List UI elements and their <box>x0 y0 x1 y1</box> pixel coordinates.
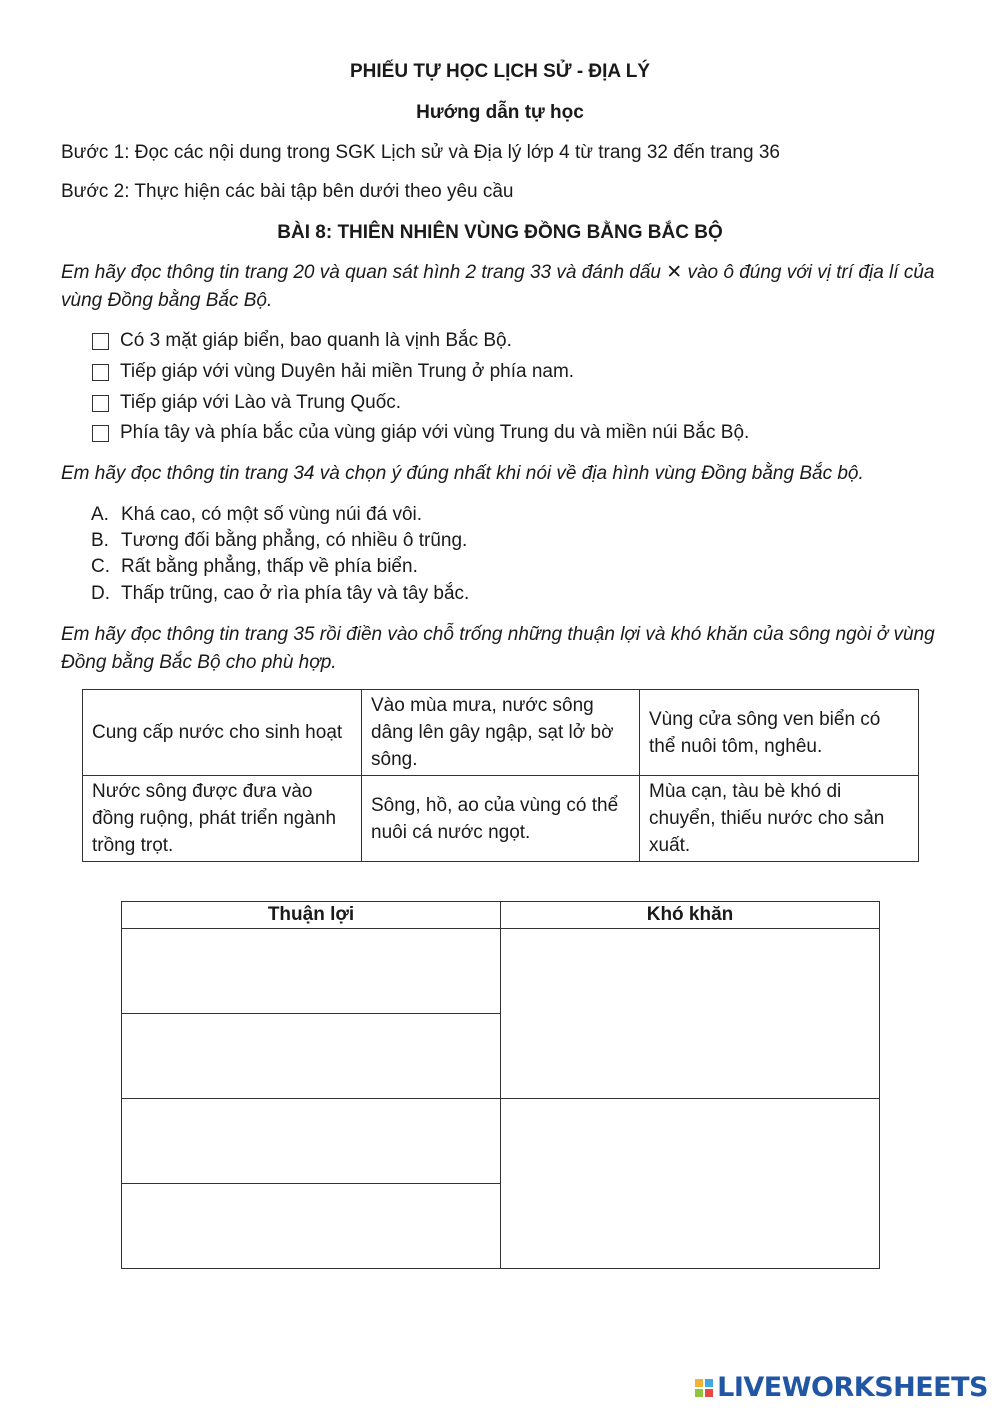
liveworksheets-logo-icon <box>695 1379 713 1397</box>
difficulties-header: Khó khăn <box>501 902 880 929</box>
option-checkbox[interactable] <box>92 364 109 381</box>
option-checkbox[interactable] <box>92 425 109 442</box>
brand-name: LIVEWORKSHEETS <box>717 1372 988 1403</box>
statement-card[interactable]: Mùa cạn, tàu bè khó di chuyển, thiếu nước cho sản xuất. <box>640 776 919 862</box>
exercise-3-instruction: Em hãy đọc thông tin trang 35 rồi điền vào chỗ trống những thuận lợi và khó khăn của sông ngòi ở vùng Đồng bằng Bắc Bộ cho phù hợp. <box>61 624 935 673</box>
option-text: Khá cao, có một số vùng núi đá vôi. <box>121 504 423 525</box>
statement-card[interactable]: Cung cấp nước cho sinh hoạt <box>83 690 362 776</box>
option-label: Tiếp giáp với vùng Duyên hải miền Trung ở phía nam. <box>120 361 575 382</box>
option-letter: D. <box>91 583 110 604</box>
step-2: Bước 2: Thực hiện các bài tập bên dưới theo yêu cầu <box>61 181 514 202</box>
advantage-drop-slot[interactable] <box>122 1099 501 1184</box>
option-text: Thấp trũng, cao ở rìa phía tây và tây bắc. <box>121 583 470 604</box>
option-label: Phía tây và phía bắc của vùng giáp với vùng Trung du và miền núi Bắc Bộ. <box>120 422 750 443</box>
statement-card[interactable]: Nước sông được đưa vào đồng ruộng, phát triển ngành trồng trọt. <box>83 776 362 862</box>
exercise-1-instruction: Em hãy đọc thông tin trang 20 và quan sát hình 2 trang 33 và đánh dấu ✕ vào ô đúng với vị trí địa lí của vùng Đồng bằng Bắc Bộ. <box>61 262 935 311</box>
statement-card[interactable]: Vào mùa mưa, nước sông dâng lên gây ngập, sạt lở bờ sông. <box>362 690 640 776</box>
liveworksheets-logo <box>695 1372 988 1403</box>
exercise-1-option <box>92 422 749 444</box>
step-1: Bước 1: Đọc các nội dung trong SGK Lịch sử và Địa lý lớp 4 từ trang 32 đến trang 36 <box>61 142 780 163</box>
difficulty-drop-slot[interactable] <box>501 929 880 1099</box>
advantage-drop-slot[interactable] <box>122 929 501 1014</box>
difficulty-drop-slot[interactable] <box>501 1099 880 1269</box>
lesson-title: BÀI 8: THIÊN NHIÊN VÙNG ĐỒNG BẰNG BẮC BỘ <box>277 222 723 243</box>
exercise-1-option <box>92 392 401 414</box>
advantages-header: Thuận lợi <box>122 902 501 929</box>
option-checkbox[interactable] <box>92 395 109 412</box>
option-label: Tiếp giáp với Lào và Trung Quốc. <box>120 392 402 413</box>
option-letter: A. <box>91 504 109 525</box>
answer-option-a[interactable] <box>91 504 422 526</box>
advantage-drop-slot[interactable] <box>122 1014 501 1099</box>
exercise-1-option <box>92 361 574 383</box>
exercise-2-instruction: Em hãy đọc thông tin trang 34 và chọn ý đúng nhất khi nói về địa hình vùng Đồng bằng Bắc bộ. <box>61 463 864 484</box>
statement-cards-table <box>82 689 919 862</box>
advantage-drop-slot[interactable] <box>122 1184 501 1269</box>
option-checkbox[interactable] <box>92 333 109 350</box>
worksheet-subtitle: Hướng dẫn tự học <box>416 102 584 123</box>
option-letter: C. <box>91 556 110 577</box>
worksheet-title: PHIẾU TỰ HỌC LỊCH SỬ - ĐỊA LÝ <box>350 61 650 82</box>
answer-option-c[interactable] <box>91 556 418 578</box>
exercise-1-option <box>92 330 512 352</box>
answer-table <box>121 901 880 1269</box>
option-text: Tương đối bằng phẳng, có nhiều ô trũng. <box>121 530 468 551</box>
answer-option-b[interactable] <box>91 530 467 552</box>
option-letter: B. <box>91 530 109 551</box>
statement-card[interactable]: Vùng cửa sông ven biển có thể nuôi tôm, nghêu. <box>640 690 919 776</box>
statement-card[interactable]: Sông, hồ, ao của vùng có thể nuôi cá nước ngọt. <box>362 776 640 862</box>
answer-option-d[interactable] <box>91 583 469 605</box>
option-label: Có 3 mặt giáp biển, bao quanh là vịnh Bắc Bộ. <box>120 330 512 351</box>
option-text: Rất bằng phẳng, thấp về phía biển. <box>121 556 418 577</box>
